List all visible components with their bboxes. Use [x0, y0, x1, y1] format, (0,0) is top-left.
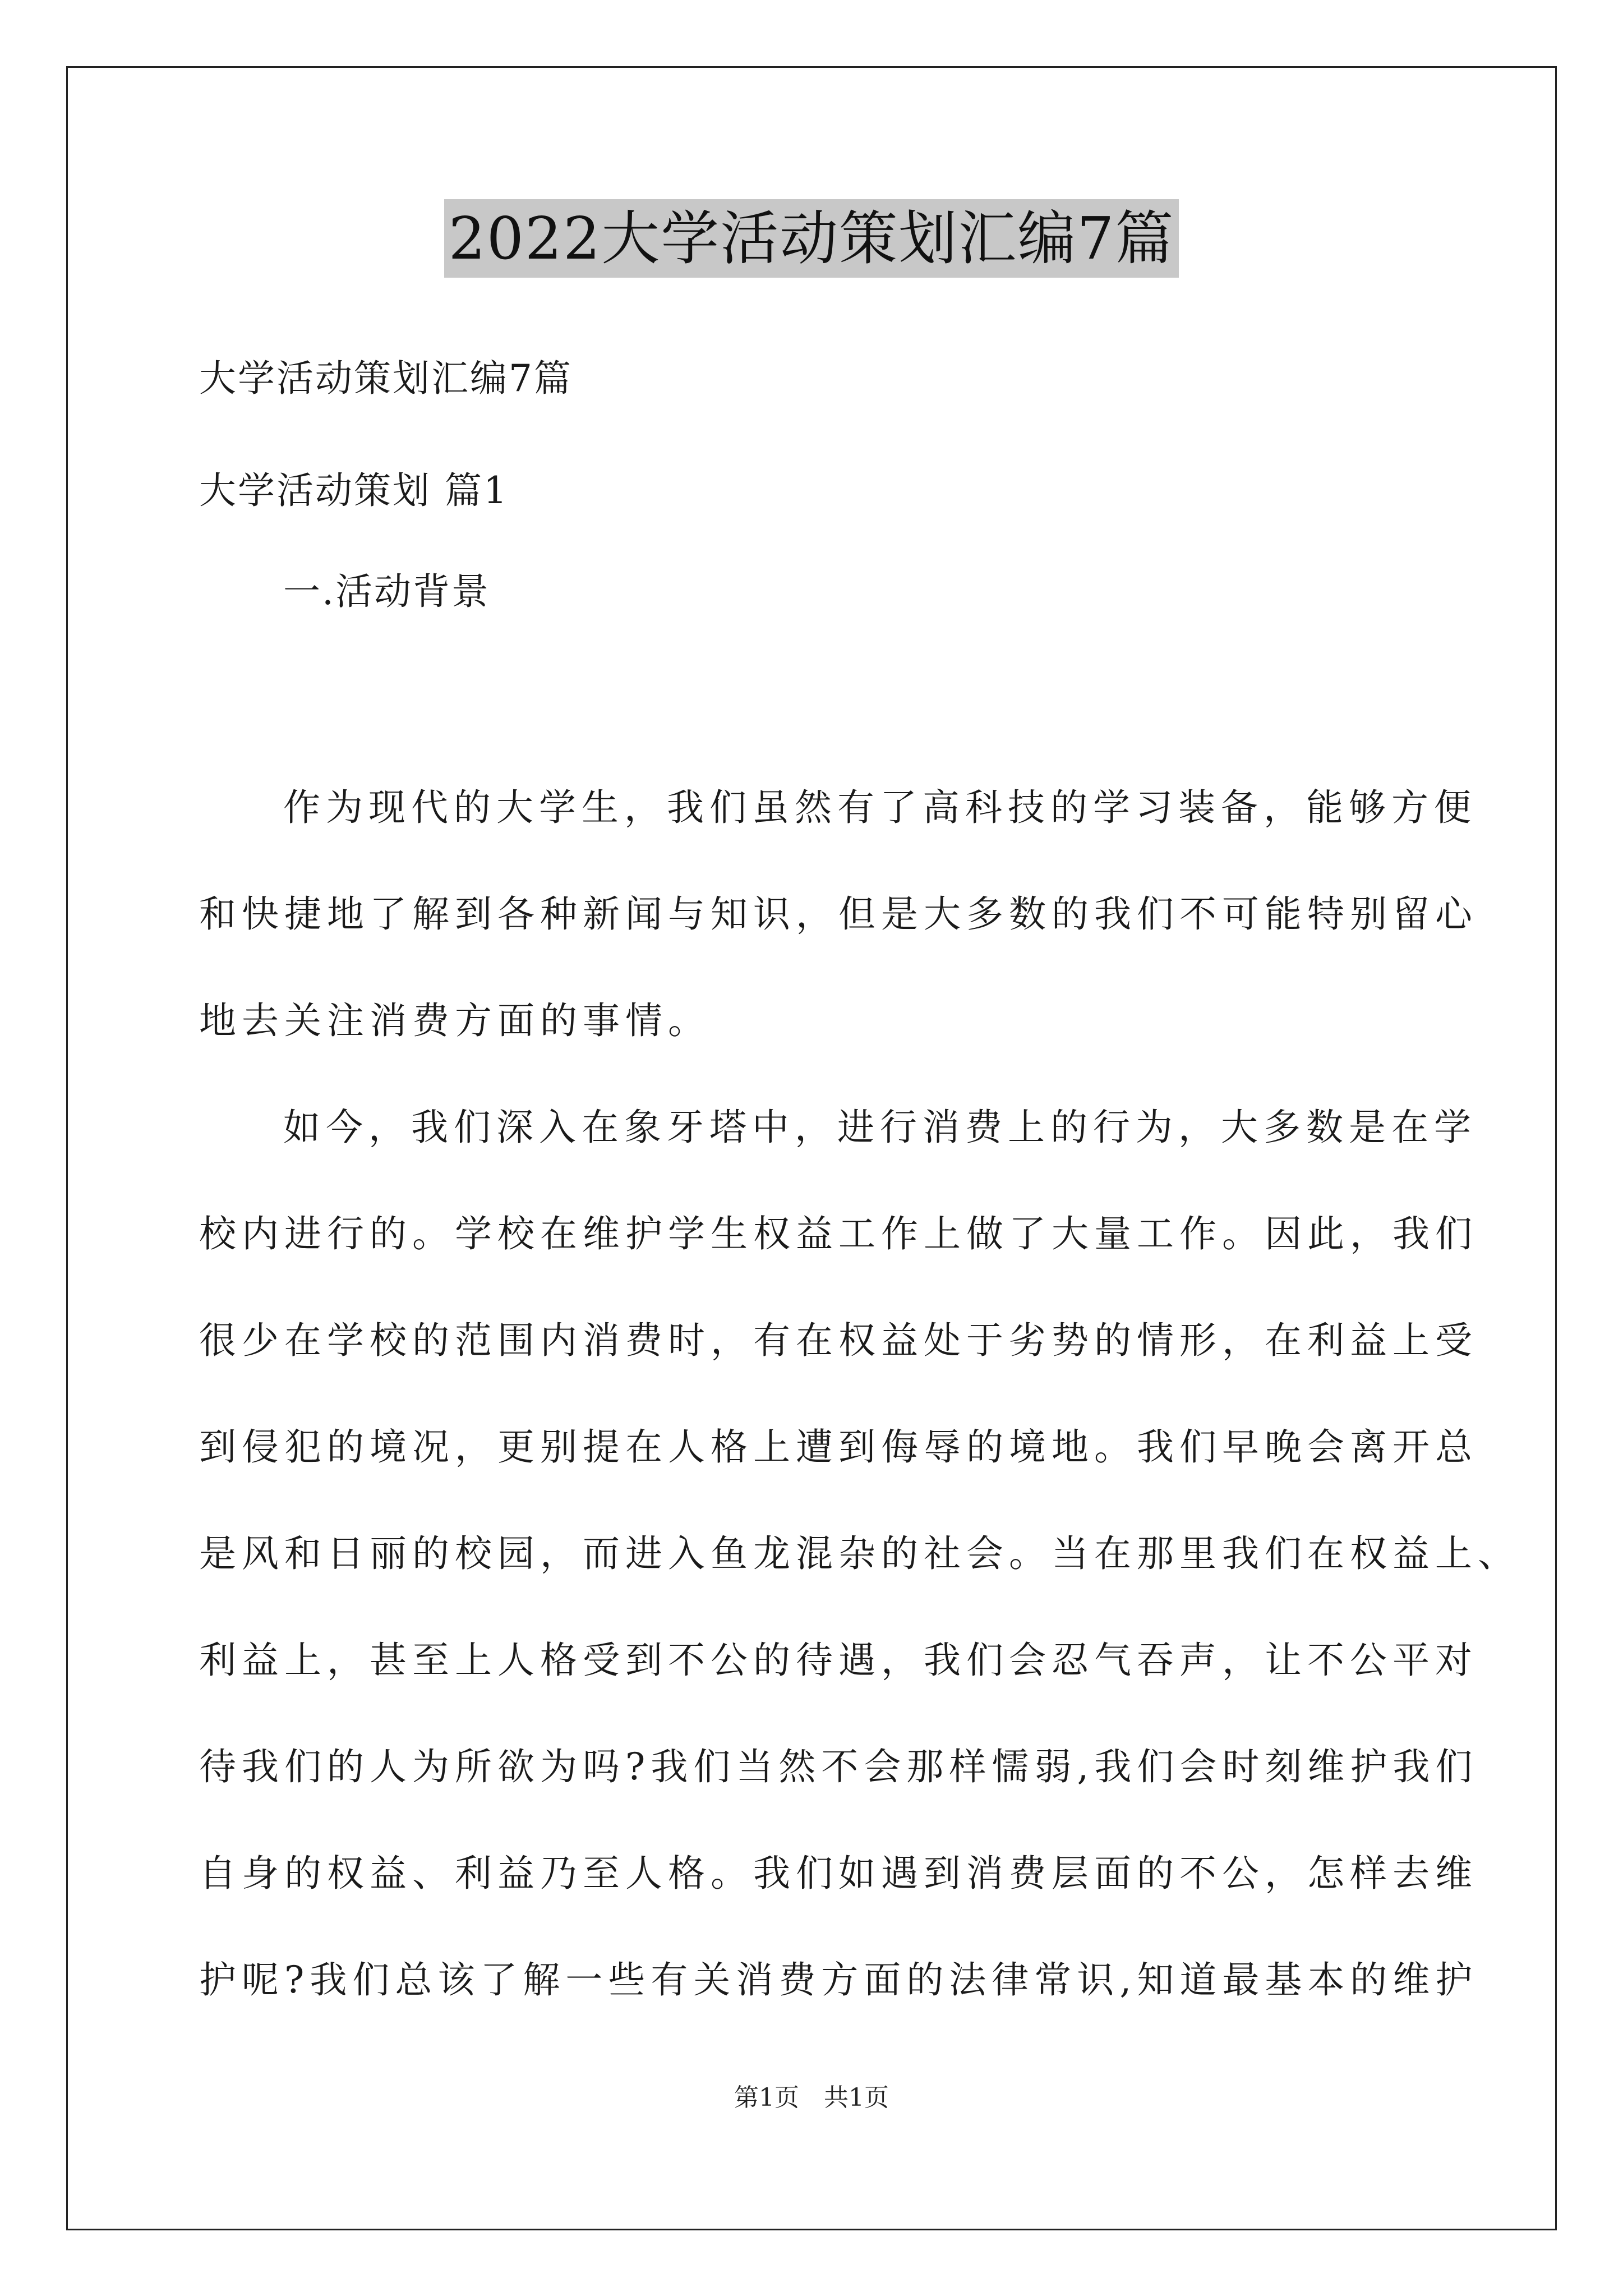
title-container — [0, 199, 1623, 278]
paragraph-line: 如今，我们深入在象牙塔中，进行消费上的行为，大多数是在学 — [283, 1106, 1477, 1149]
document-subtitle: 大学活动策划汇编7篇 — [199, 357, 573, 400]
paragraph-line: 和快捷地了解到各种新闻与知识，但是大多数的我们不可能特别留心 — [199, 892, 1478, 936]
paragraph-line: 地去关注消费方面的事情。 — [199, 999, 711, 1042]
page-footer: 第1页 共1页 — [734, 2083, 889, 2112]
section-heading: 大学活动策划 篇1 — [199, 469, 509, 512]
paragraph-line: 利益上，甚至上人格受到不公的待遇，我们会忍气吞声，让不公平对 — [199, 1639, 1478, 1682]
paragraph-line: 自身的权益、利益乃至人格。我们如遇到消费层面的不公，怎样去维 — [199, 1852, 1478, 1895]
paragraph-line: 校内进行的。学校在维护学生权益工作上做了大量工作。因此，我们 — [199, 1212, 1478, 1255]
paragraph-line: 护呢?我们总该了解一些有关消费方面的法律常识,知道最基本的维护 — [199, 1958, 1478, 2001]
subsection-heading: 一.活动背景 — [283, 570, 490, 613]
paragraph-line: 到侵犯的境况，更别提在人格上遭到侮辱的境地。我们早晚会离开总 — [199, 1425, 1478, 1469]
paragraph-line: 是风和日丽的校园，而进入鱼龙混杂的社会。当在那里我们在权益上、 — [199, 1532, 1520, 1575]
paragraph-line: 作为现代的大学生，我们虽然有了高科技的学习装备，能够方便 — [283, 786, 1477, 829]
document-title: 2022大学活动策划汇编7篇 — [444, 199, 1179, 278]
paragraph-line: 待我们的人为所欲为吗?我们当然不会那样懦弱,我们会时刻维护我们 — [199, 1745, 1478, 1788]
paragraph-line: 很少在学校的范围内消费时，有在权益处于劣势的情形，在利益上受 — [199, 1319, 1478, 1362]
